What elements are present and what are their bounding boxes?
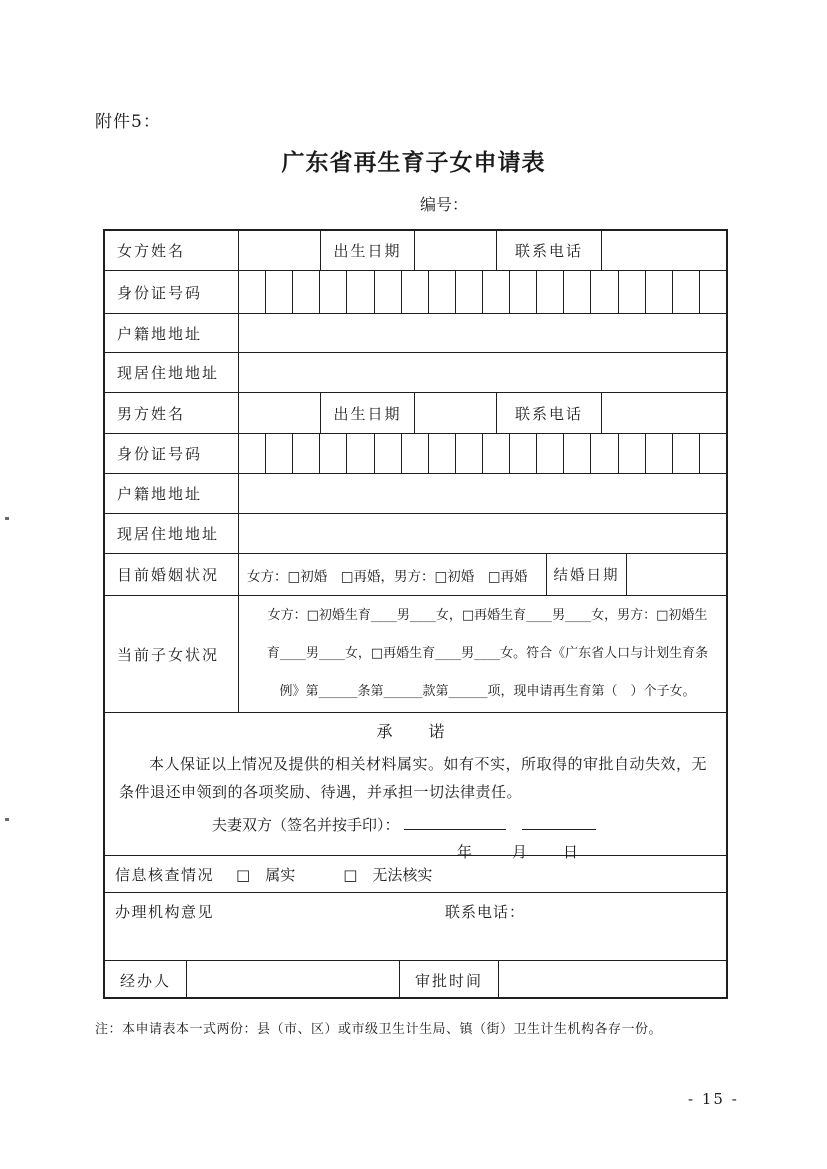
woman-id-digit-cell [456,271,483,313]
man-dob-label: 出生日期 [321,393,415,433]
woman-id-label: 身份证号码 [105,271,239,313]
woman-name-label: 女方姓名 [105,231,239,270]
husband-signature-blank [522,816,596,830]
man-id-digit-cell [619,434,646,473]
woman-dob-field [415,231,497,270]
marital-status-label: 目前婚姻状况 [105,554,239,595]
woman-id-row [105,271,726,314]
man-id-label: 身份证号码 [105,434,239,473]
marriage-date-field [627,554,726,595]
man-name-row [105,393,726,434]
agency-opinion-label: 办理机构意见 [115,903,215,921]
woman-id-digit-cell [673,271,700,313]
woman-id-digit-cell [239,271,266,313]
man-id-digit-cell [673,434,700,473]
man-id-digit-cell [564,434,591,473]
verification-option-unverifiable: □ 无法核实 [343,865,433,884]
agency-phone-label: 联系电话： [445,903,526,921]
approval-time-field [499,961,726,999]
woman-dob-label: 出生日期 [321,231,415,270]
wife-signature-blank [404,816,506,830]
woman-name-field [239,231,321,270]
woman-id-digit-cell [510,271,537,313]
man-id-digit-cell [347,434,374,473]
man-id-digit-cell [320,434,347,473]
woman-registered-address-label: 户籍地地址 [105,314,239,352]
woman-id-digit-cell [293,271,320,313]
attachment-label: 附件5： [95,112,161,132]
verification-row [105,856,726,893]
commitment-body: 本人保证以上情况及提供的相关材料属实。如有不实，所取得的审批自动失效，无条件退还申领到的各项奖励、待遇，并承担一切法律责任。 [119,755,708,801]
man-dob-field [415,393,497,433]
children-status-label: 当前子女状况 [105,596,239,712]
application-form-table [103,229,728,999]
signature-line [212,814,712,835]
man-registered-address-label: 户籍地地址 [105,474,239,513]
man-id-digit-cell [239,434,266,473]
children-status-line2: 育____男____女，□再婚生育____男____女。符合《广东省人口与计划生育条 [266,646,709,661]
woman-id-digit-cell [375,271,402,313]
page-number: - 15 - [688,1090,739,1108]
man-current-address-label: 现居住地地址 [105,514,239,553]
man-current-address-field [239,514,726,553]
commitment-title: 承 诺 [376,722,455,741]
woman-id-digit-cell [429,271,456,313]
woman-registered-address-row [105,314,726,353]
woman-current-address-row [105,353,726,393]
woman-id-digit-cell [564,271,591,313]
woman-current-address-label: 现居住地地址 [105,353,239,392]
man-id-digit-cell [266,434,293,473]
commitment-section [105,713,726,861]
woman-id-digit-cell [619,271,646,313]
woman-id-digit-cell [320,271,347,313]
serial-number-label: 编号： [420,195,469,214]
man-id-digit-cell [700,434,726,473]
woman-name-row [105,231,726,271]
man-current-address-row [105,514,726,554]
man-id-digit-cell [591,434,618,473]
marriage-date-label: 结婚日期 [547,554,627,595]
children-status-line3: 例》第______条第______款第______项，现申请再生育第（ ）个子女。 [279,684,696,699]
man-name-field [239,393,321,433]
day-label: 日 [563,843,579,861]
marital-status-options: 女方：□初婚 □再婚，男方：□初婚 □再婚 [239,554,547,595]
page-title: 广东省再生育子女申请表 [281,149,546,176]
scan-artifact-dot [5,517,9,520]
agency-opinion-row [105,893,726,961]
man-id-digit-cell [402,434,429,473]
year-label: 年 [457,843,473,861]
man-id-digit-cell [375,434,402,473]
man-registered-address-field [239,474,726,513]
month-label: 月 [512,843,528,861]
scan-artifact-dot [5,818,9,821]
man-phone-label: 联系电话 [497,393,602,433]
man-id-row [105,434,726,474]
signature-label: 夫妻双方（签名并按手印）： [212,816,400,834]
woman-registered-address-field [239,314,726,352]
verification-option-true: □ 属实 [236,865,296,884]
verification-label: 信息核查情况 [115,865,215,884]
man-id-digit-cell [537,434,564,473]
man-registered-address-row [105,474,726,514]
children-status-content [239,596,726,712]
man-id-digit-cell [510,434,537,473]
woman-id-digit-cell [483,271,510,313]
woman-id-digit-cell [591,271,618,313]
woman-id-digit-cell [266,271,293,313]
man-name-label: 男方姓名 [105,393,239,433]
man-id-digit-cell [456,434,483,473]
man-id-digit-cell [293,434,320,473]
handler-label: 经办人 [105,961,187,999]
handler-row [105,961,726,999]
woman-current-address-field [239,353,726,392]
woman-id-digit-cell [402,271,429,313]
man-id-digit-cell [483,434,510,473]
woman-id-digit-cell [347,271,374,313]
woman-phone-field [602,231,726,270]
woman-phone-label: 联系电话 [497,231,602,270]
marital-status-row [105,554,726,596]
woman-id-digit-cell [646,271,673,313]
footnote: 注：本申请表本一式两份：县（市、区）或市级卫生计生局、镇（街）卫生计生机构各存一份。 [95,1022,663,1037]
children-status-row [105,596,726,713]
approval-time-label: 审批时间 [400,961,499,999]
handler-field [187,961,400,999]
woman-id-digit-cell [700,271,726,313]
man-id-digit-cell [646,434,673,473]
children-status-line1: 女方：□初婚生育____男____女，□再婚生育____男____女，男方：□初婚生 [267,608,708,623]
man-phone-field [602,393,726,433]
man-id-digit-cell [429,434,456,473]
woman-id-digit-cell [537,271,564,313]
